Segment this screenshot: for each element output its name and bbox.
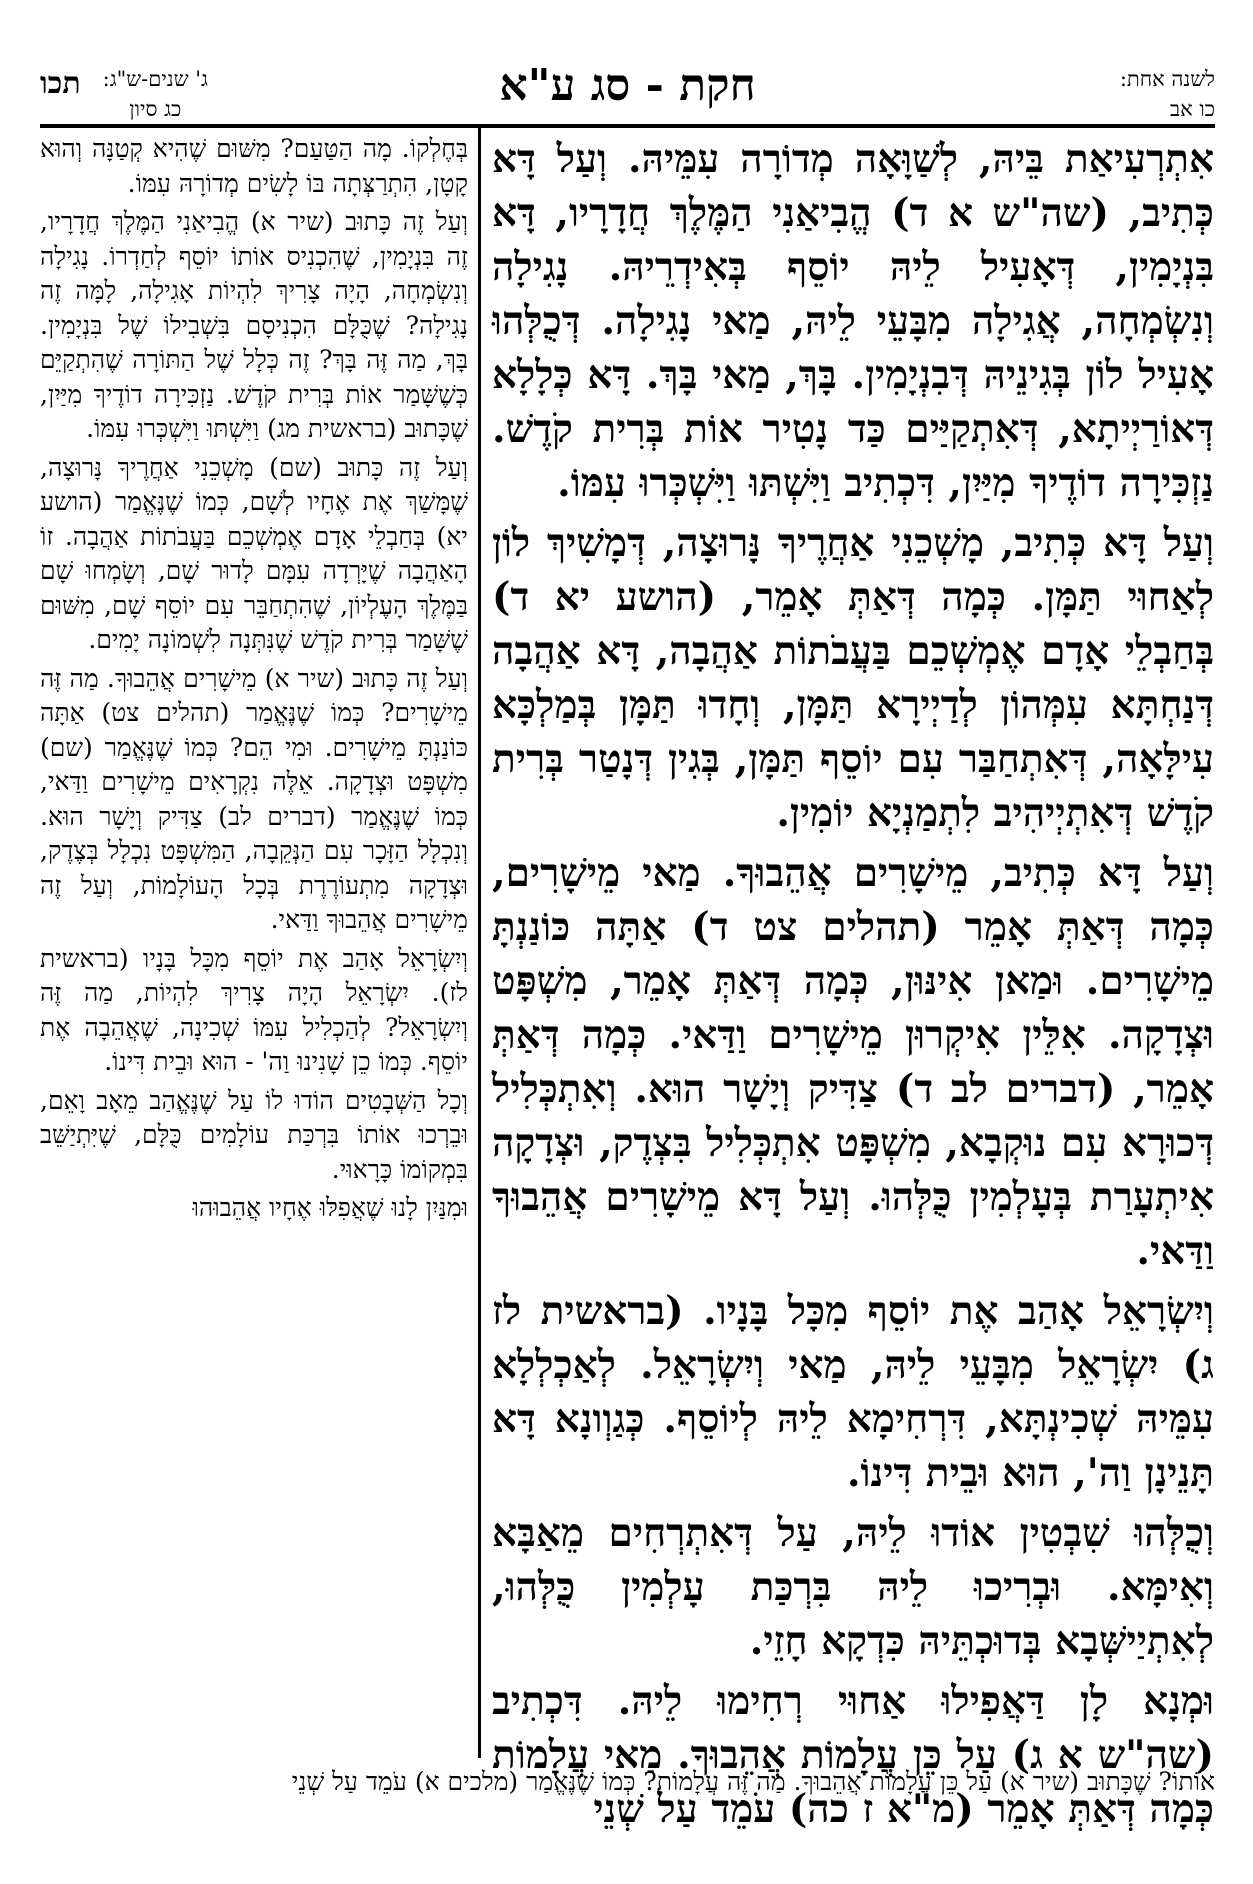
main-paragraph: וְעַל דָּא כְּתִיב, מֵישָׁרִים אֲהֵבוּךָ. מַאי מֵישָׁרִים, כְּמָה דְּאַתְּ אָמֵר (תהלים צט ד) אַתָּה כּוֹנַנְתָּ מֵישָׁרִים. וּמַאן אִינּוּן, כְּמָה דְּאַתְּ אָמֵר, מִשְׁפָּט וּצְדָקָה. אִלֵּין אִיקְרוּן מֵישָׁרִים וַדַּאי. כְּמָה דְּאַתְּ אָמֵר, (דברים לב ד) צַדִּיק וְיָשָׁר הוּא. וְאִתְכְּלִיל דְּכוּרָא עִם נוּקְבָא, מִשְׁפָּט אִתְכְּלִיל בִּצְדֶק, וּצְדָקָה אִיתְעָרַת בְּעָלְמִין כֻּלְּהוּ. וְעַל דָּא מֵישָׁרִים אֲהֵבוּךָ וַדַּאי.: [492, 850, 1214, 1274]
schedule-three-years-label: ג' שנים-ש"ג:: [102, 67, 208, 91]
header-divider: [40, 124, 1215, 128]
schedule-three-years: [40, 64, 208, 124]
schedule-one-year-label: לשנה אחת:: [1119, 67, 1215, 91]
page-header: [40, 52, 1215, 132]
main-paragraph: אִתְרְעִיאַת בֵּיהּ, לְשַׁוָּאָה מְדוֹרָה עִמֵּיהּ. וְעַל דָּא כְּתִיב, (שה"ש א ד) הֱבִיאַנִי הַמֶּלֶךְ חֲדָרָיו, דָּא בִּנְיָמִין, דְּאָעִיל לֵיהּ יוֹסֵף בְּאִידְרֵיהּ. נָגִילָה וְנִשְׂמְחָה, אֲגִילָה מִבָּעֵי לֵיהּ, מַאי נָגִילָה. דְּכֻלְּהוּ אָעִיל לוֹן בְּגִינֵיהּ דְּבִנְיָמִין. בָּךְ, מַאי בָּךְ. דָּא כְּלָלָא דְּאוֹרַיְיתָא, דְּאִתְקַיַּים כַּד נָטִיר אוֹת בְּרִית קֹדֶשׁ. נַזְכִּירָה דוֹדֶיךָ מִיַּיִן, דִּכְתִיב וַיִּשְׁתּוּ וַיִּשְׁכְּרוּ עִמּוֹ.: [492, 136, 1214, 506]
commentary-column: [40, 132, 468, 1758]
schedule-three-years-date: כג סיון: [129, 97, 182, 121]
commentary-paragraph: וְעַל זֶה כָּתוּב (שם) מָשְׁכֵנִי אַחֲרֶיךָ נָּרוּצָה, שֶׁמָּשַׁךְ אֶת אֶחָיו לְשָׁם, כְּמוֹ שֶׁנֶּאֱמַר (הושע יא) בְּחַבְלֵי אָדָם אֶמְשְׁכֵם בַּעֲבֹתוֹת אַהֲבָה. זוֹ הָאַהֲבָה שֶׁיָּרְדָה עִמָּם לָדוּר שָׁם, וְשָׂמְחוּ שָׁם בַּמֶּלֶךְ הָעֶלְיוֹן, שֶׁהִתְחַבֵּר עִם יוֹסֵף שָׁם, מִשּׁוּם שֶׁשָּׁמַר בְּרִית קֹדֶשׁ שֶׁנִּתְּנָה לִשְׁמוֹנָה יָמִים.: [40, 452, 468, 654]
commentary-paragraph: בְּחֶלְקוֹ. מָה הַטַּעַם? מִשּׁוּם שֶׁהִיא קְטַנָּה וְהוּא קָטָן, הִתְרַצְּתָה בּוֹ לָשִׂים מְדוֹרָהּ עִמּוֹ.: [40, 134, 468, 198]
commentary-paragraph: וְעַל זֶה כָּתוּב (שיר א) הֱבִיאַנִי הַמֶּלֶךְ חֲדָרָיו, זֶה בִּנְיָמִין, שֶׁהִכְנִיס אוֹתוֹ יוֹסֵף לְחַדְרוֹ. נָגִילָה וְנִשְׂמְחָה, הָיָה צָרִיךְ לִהְיוֹת אָגִילָה, לָמָּה זֶה נָגִילָה? שֶׁכֻּלָּם הִכְנִיסָם בִּשְׁבִילוֹ שֶׁל בִּנְיָמִין. בָּךְ, מַה זֶּה בָּךְ? זֶה כְּלָל שֶׁל הַתּוֹרָה שֶׁהִתְקַיֵּם כְּשֶׁשָּׁמַר אוֹת בְּרִית קֹדֶשׁ. נַזְכִּירָה דוֹדֶיךָ מִיַּיִן, שֶׁכָּתוּב (בראשית מג) וַיִּשְׁתּוּ וַיִּשְׁכְּרוּ עִמּוֹ.: [40, 207, 468, 443]
page-title: חקת - סג ע"א: [499, 60, 756, 111]
main-paragraph: וְכֻלְּהוּ שִׁבְטִין אוֹדוּ לֵיהּ, עַל דְּאִתְרְחִים מֵאַבָּא וְאִימָּא. וּבְרִיכוּ לֵיהּ בִּרְכַּת עָלְמִין כֻּלְּהוּ, לְאִתְיַישְּׁבָא בְּדוּכְתֵּיהּ כִּדְקָא חָזֵי.: [492, 1510, 1214, 1664]
bottom-continuation-line: אוֹתוֹ? שֶׁכָּתוּב (שיר א) עַל כֵּן עֲלָמוֹת אֲהֵבוּךָ. מַה זֶּה עֲלָמוֹת? כְּמוֹ שֶׁנֶּאֱמַר (מלכים א) עֹמֵד עַל שְׁנֵי: [291, 1767, 1215, 1796]
page-number: תכו: [40, 66, 81, 101]
commentary-paragraph: וְיִשְׂרָאֵל אָהַב אֶת יוֹסֵף מִכָּל בָּנָיו (בראשית לז). יִשְׂרָאֵל הָיָה צָרִיךְ לִהְיוֹת, מַה זֶּה וְיִשְׂרָאֵל? לְהַכְלִיל עִמּוֹ שְׁכִינָה, שֶׁאֲהֵבָה אֶת יוֹסֵף. כְּמוֹ כֵן שָׁנִינוּ וַה' - הוּא וּבֵית דִּינוֹ.: [40, 943, 468, 1076]
main-paragraph: וְיִשְׂרָאֵל אָהַב אֶת יוֹסֵף מִכָּל בָּנָיו. (בראשית לז ג) יִשְׂרָאֵל מִבָּעֵי לֵיהּ, מַאי וְיִשְׂרָאֵל. לְאַכְלְלָא עִמֵּיהּ שְׁכִינְתָּא, דִּרְחִימָא לֵיהּ לְיוֹסֵף. כְּגַוְונָא דָּא תָּנֵינָן וַה', הוּא וּבֵית דִּינוֹ.: [492, 1288, 1214, 1496]
schedule-one-year-date: כו אב: [1169, 97, 1215, 121]
commentary-paragraph: וְכָל הַשְּׁבָטִים הוֹדוּ לוֹ עַל שֶׁנֶּאֱהַב מֵאָב וָאֵם, וּבֵרְכוּ אוֹתוֹ בִּרְכַּת עוֹלָמִים כֻּלָּם, שֶׁיִּתְיַשֵּׁב בִּמְקוֹמוֹ כָּרָאוּי.: [40, 1085, 468, 1184]
main-paragraph: וּמְנָא לָן דַּאֲפִילוּ אַחוּי רְחִימוּ לֵיהּ. דִּכְתִיב (שה"ש א ג) עַל כֵּן עֲלָמוֹת אֲהֵבוּךָ. מַאי עֲלָמוֹת כְּמָה דְּאַתְּ אָמֵר (מ"א ז כה) עֹמֵד עַל שְׁנֵי: [492, 1678, 1214, 1832]
schedule-three-years-block: [103, 64, 208, 124]
column-divider: [478, 124, 481, 1758]
commentary-paragraph: וּמִנַּיִן לָנוּ שֶׁאֲפִלּוּ אֶחָיו אֲהֵבוּהוּ: [192, 1193, 468, 1222]
main-paragraph: וְעַל דָּא כְּתִיב, מָשְׁכֵנִי אַחֲרֶיךָ נָּרוּצָה, דְּמָשִׁיךְ לוֹן לְאַחוּי תַּמָּן. כְּמָה דְּאַתְּ אָמֵר, (הושע יא ד) בְּחַבְלֵי אָדָם אֶמְשְׁכֵם בַּעֲבֹתוֹת אַהֲבָה, דָּא אַהֲבָה דְּנַחְתָּא עִמְּהוֹן לְדַיְירָא תַּמָּן, וְחָדוּ תַּמָּן בְּמַלְכָּא עִילָּאָה, דְּאִתְחַבַּר עִם יוֹסֵף תַּמָּן, בְּגִין דְּנָטַר בְּרִית קֹדֶשׁ דְּאִתְיְיהִיב לִתְמַנְיָא יוֹמִין.: [492, 520, 1214, 836]
commentary-paragraph: וְעַל זֶה כָּתוּב (שיר א) מֵישָׁרִים אֲהֵבוּךָ. מַה זֶּה מֵישָׁרִים? כְּמוֹ שֶׁנֶּאֱמַר (תהלים צט) אַתָּה כּוֹנַנְתָּ מֵישָׁרִים. וּמִי הֵם? כְּמוֹ שֶׁנֶּאֱמַר (שם) מִשְׁפָּט וּצְדָקָה. אֵלֶּה נִקְרָאִים מֵישָׁרִים וַדַּאי, כְּמוֹ שֶׁנֶּאֱמַר (דברים לב) צַדִּיק וְיָשָׁר הוּא. וְנִכְלָל הַזָּכָר עִם הַנְּקֵבָה, הַמִּשְׁפָּט נִכְלָל בְּצֶדֶק, וּצְדָקָה מִתְעוֹרֶרֶת בְּכָל הָעוֹלָמוֹת, וְעַל זֶה מֵישָׁרִים אֲהֵבוּךָ וַדַּאי.: [40, 663, 468, 934]
